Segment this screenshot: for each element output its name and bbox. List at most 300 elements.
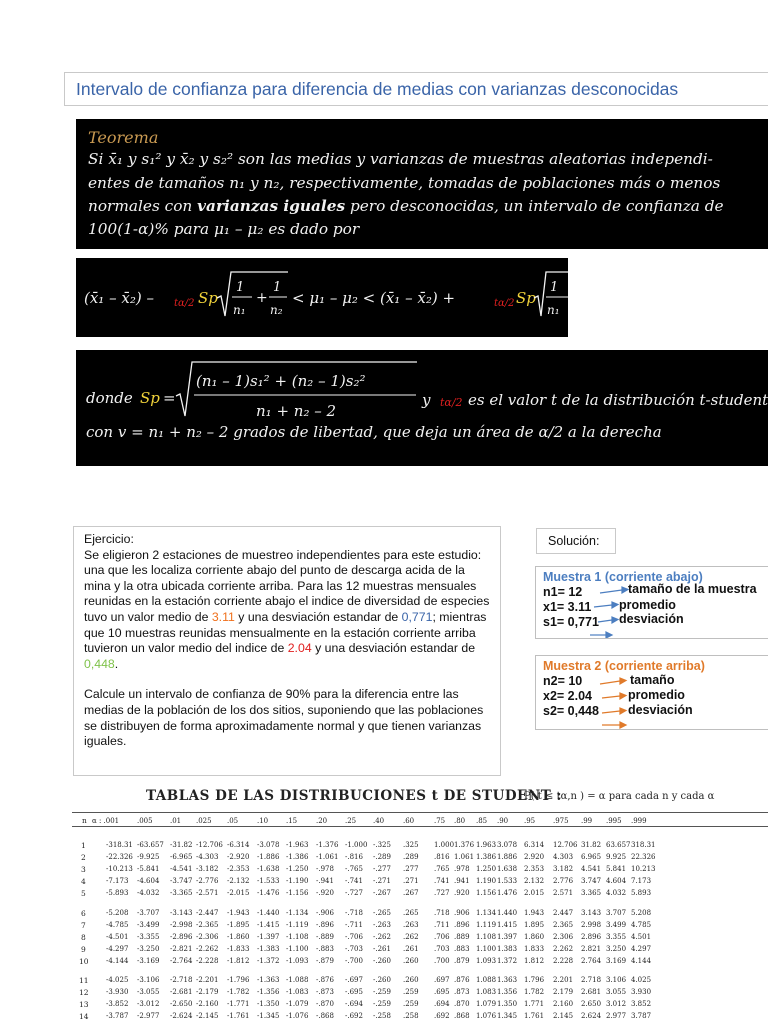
table-cell: 1.943 <box>524 908 545 917</box>
table-cell: 3.499 <box>606 920 627 929</box>
table-cell: 1.895 <box>524 920 545 929</box>
table-cell: .262 <box>403 932 419 941</box>
table-cell: -10.213 <box>106 865 133 874</box>
table-cell: -1.119 <box>286 920 309 929</box>
table-cell: -1.100 <box>286 944 309 953</box>
row-n-label: 8 <box>81 932 86 942</box>
table-cell: -2.262 <box>196 944 219 953</box>
table-cell: -1.076 <box>286 1012 309 1021</box>
formula-n2-a: n₂ <box>270 303 283 317</box>
table-header-rule <box>72 826 768 827</box>
table-cell: -1.079 <box>286 1000 309 1009</box>
alpha-header: .75 <box>434 817 446 825</box>
sample-2-sd: s2= 0,448 <box>543 704 599 718</box>
table-cell: 318.31 <box>631 841 656 849</box>
alpha-header: α : .001 <box>92 817 120 825</box>
table-cell: -9.925 <box>137 853 160 862</box>
table-cell: 1.088 <box>476 976 497 984</box>
t-description: es el valor t de la distribución t-student <box>468 391 768 409</box>
table-cell: 2.624 <box>581 1012 602 1021</box>
table-cell: .700 <box>434 956 450 965</box>
table-cell: -3.930 <box>106 988 129 997</box>
table-cell: 1.963 <box>476 841 497 849</box>
table-cell: .260 <box>403 976 419 984</box>
table-cell: .271 <box>403 877 419 886</box>
table-cell: 22.326 <box>631 853 656 862</box>
table-cell: -4.785 <box>106 920 129 929</box>
table-cell: -.695 <box>345 988 363 997</box>
sample-1-n-desc: tamaño de la muestra <box>628 582 757 596</box>
table-cell: -4.604 <box>137 877 160 886</box>
table-cell: -1.363 <box>257 976 280 984</box>
arrow-icon <box>602 696 620 698</box>
alpha-header: .40 <box>373 817 385 825</box>
table-cell: 1.134 <box>476 908 497 917</box>
table-cell: -5.841 <box>137 865 160 874</box>
table-cell: .718 <box>434 908 450 917</box>
row-n-label: 3 <box>81 865 86 875</box>
table-cell: 1.476 <box>497 889 518 898</box>
row-n-label: 2 <box>81 853 86 863</box>
table-cell: 63.657 <box>606 841 631 849</box>
table-cell: -.889 <box>316 932 334 941</box>
table-cell: -.906 <box>316 908 334 917</box>
alpha-header: .90 <box>497 817 509 825</box>
table-cell: -6.965 <box>170 853 193 862</box>
table-cell: -31.82 <box>170 841 193 849</box>
table-cell: -2.681 <box>170 988 193 997</box>
table-cell: 10.213 <box>631 865 656 874</box>
table-cell: 1.345 <box>497 1012 518 1021</box>
table-cell: 2.145 <box>553 1012 574 1021</box>
table-cell: -.978 <box>316 865 334 874</box>
table-cell: -3.078 <box>257 841 280 849</box>
table-cell: 1.061 <box>454 853 475 862</box>
table-cell: 1.383 <box>497 944 518 953</box>
table-cell: -1.761 <box>227 1012 250 1021</box>
exercise-label: Ejercicio: <box>84 532 134 546</box>
alpha-header: .99 <box>581 817 593 825</box>
table-cell: -.896 <box>316 920 334 929</box>
table-cell: 3.355 <box>606 932 627 941</box>
table-cell: -3.182 <box>196 865 219 874</box>
sample-2-n-desc: tamaño <box>630 673 675 687</box>
table-top-rule <box>72 812 768 813</box>
table-cell: 3.078 <box>497 841 518 849</box>
table-cell: 1.000 <box>434 841 455 849</box>
table-cell: .260 <box>403 956 419 965</box>
table-cell: -.883 <box>316 944 334 953</box>
table-cell: -2.821 <box>170 944 193 953</box>
row-n-label: 4 <box>81 877 86 887</box>
table-cell: 2.571 <box>553 889 574 898</box>
table-cell: .325 <box>403 841 419 849</box>
table-cell: -2.160 <box>196 1000 219 1009</box>
table-cell: .711 <box>434 920 450 929</box>
table-cell: -2.896 <box>170 932 193 941</box>
formula-sp-right: Sp <box>516 289 536 307</box>
table-cell: 2.201 <box>553 976 574 984</box>
table-cell: 5.208 <box>631 908 652 917</box>
table-cell: 1.119 <box>476 920 497 929</box>
table-cell: .265 <box>403 908 419 917</box>
table-cell: -2.132 <box>227 877 250 886</box>
table-cell: -1.796 <box>227 976 250 984</box>
table-cell: 1.372 <box>497 956 518 965</box>
t-alpha-symbol: tα/2 <box>440 396 463 409</box>
arrow-head-icon <box>612 602 618 608</box>
arrow-icon <box>594 605 612 607</box>
table-cell: 1.761 <box>524 1012 545 1021</box>
table-cell: .870 <box>454 1000 470 1009</box>
exercise-question: Calcule un intervalo de confianza de 90% para la diferencia entre las medias de la población de los dos sitios, suponiendo que las poblaciones se distribuyen de forma aproximadamente normal y que tienen varianzas iguales. <box>84 687 484 749</box>
theorem-heading: Teorema <box>88 128 159 147</box>
table-cell: .692 <box>434 1012 450 1021</box>
table-cell: -3.055 <box>137 988 160 997</box>
table-cell: .706 <box>434 932 450 941</box>
table-cell: 1.083 <box>476 988 497 997</box>
table-cell: -.692 <box>345 1012 363 1021</box>
sample-1-heading: Muestra 1 (corriente abajo) <box>543 570 703 584</box>
table-cell: 2.821 <box>581 944 602 953</box>
table-cell: -.727 <box>345 889 363 898</box>
table-cell: -1.083 <box>286 988 309 997</box>
table-cell: 3.930 <box>631 988 652 997</box>
table-cell: 1.533 <box>497 877 518 886</box>
table-cell: -1.345 <box>257 1012 280 1021</box>
table-cell: -1.440 <box>257 908 280 917</box>
table-cell: -1.533 <box>257 877 280 886</box>
table-cell: 1.093 <box>476 956 497 965</box>
table-cell: 3.143 <box>581 908 602 917</box>
table-cell: -1.350 <box>257 1000 280 1009</box>
exercise-text-3: ; mientras que 10 muestras reunidas mensualmente en la estación corriente arriba tuvieron un valor medio del indice de <box>84 609 487 656</box>
alpha-header: .975 <box>553 817 569 825</box>
table-cell: .277 <box>403 865 419 874</box>
table-cell: -.259 <box>373 1000 391 1009</box>
solution-label: Solución: <box>536 528 616 554</box>
table-cell: -1.356 <box>257 988 280 997</box>
table-cell: 1.386 <box>476 853 497 862</box>
table-cell: -.941 <box>316 877 334 886</box>
table-cell: -3.143 <box>170 908 193 917</box>
table-cell: -.876 <box>316 976 334 984</box>
table-cell: -1.895 <box>227 920 250 929</box>
table-cell: -22.326 <box>106 853 133 862</box>
arrow-head-icon <box>612 617 618 623</box>
table-cell: 3.365 <box>581 889 602 898</box>
table-cell: 2.365 <box>553 920 574 929</box>
alpha-header: .95 <box>524 817 536 825</box>
alpha-header: .15 <box>286 817 298 825</box>
table-cell: -.263 <box>373 920 391 929</box>
table-cell: 5.893 <box>631 889 652 898</box>
table-cell: -2.571 <box>196 889 219 898</box>
table-cell: -3.355 <box>137 932 160 941</box>
equals-sign: = <box>163 389 176 407</box>
t-distribution-table <box>72 812 768 1024</box>
table-cell: -.765 <box>345 865 363 874</box>
table-cell: .816 <box>434 853 450 862</box>
table-cell: -.703 <box>345 944 363 953</box>
table-cell: -12.706 <box>196 841 223 849</box>
table-cell: 2.977 <box>606 1012 627 1021</box>
table-cell: 1.415 <box>497 920 518 929</box>
row-n-label: 7 <box>81 920 86 930</box>
table-cell: -2.998 <box>170 920 193 929</box>
table-cell: -.265 <box>373 908 391 917</box>
mean-downstream: 3.11 <box>211 609 235 624</box>
pooled-numerator: (n₁ – 1)s₁² + (n₂ – 1)s₂² <box>196 372 366 390</box>
sd-downstream: 0,771 <box>401 609 433 624</box>
table-cell: -3.747 <box>170 877 193 886</box>
table-cell: -3.365 <box>170 889 193 898</box>
table-cell: .906 <box>454 908 470 917</box>
table-cell: .694 <box>434 1000 450 1009</box>
table-cell: -.816 <box>345 853 363 862</box>
table-cell: 1.356 <box>497 988 518 997</box>
table-cell: -4.297 <box>106 944 129 953</box>
table-cell: .889 <box>454 932 470 941</box>
table-cell: -.261 <box>373 944 391 953</box>
table-cell: -5.208 <box>106 908 129 917</box>
formula-t-right: tα/2 <box>494 298 515 309</box>
table-cell: .289 <box>403 853 419 862</box>
table-cell: -3.250 <box>137 944 160 953</box>
table-n-header: n <box>82 816 87 825</box>
sample-2-mean-desc: promedio <box>628 688 685 702</box>
table-cell: 4.303 <box>553 853 574 862</box>
table-cell: -1.383 <box>257 944 280 953</box>
table-cell: -318.31 <box>106 841 133 849</box>
table-cell: -1.833 <box>227 944 250 953</box>
table-cell: 4.541 <box>581 865 602 874</box>
table-cell: -1.093 <box>286 956 309 965</box>
formula-t-left: tα/2 <box>174 298 195 309</box>
row-n-label: 1 <box>81 841 86 850</box>
exercise-text-2: y una desviación estandar de <box>234 609 402 624</box>
table-cell: 2.160 <box>553 1000 574 1009</box>
table-cell: 2.353 <box>524 865 545 874</box>
table-cell: -.260 <box>373 976 391 984</box>
table-cell: -2.624 <box>170 1012 193 1021</box>
table-cell: 1.076 <box>476 1012 497 1021</box>
table-cell: .258 <box>403 1012 419 1021</box>
table-cell: 3.852 <box>631 1000 652 1009</box>
table-cell: -3.499 <box>137 920 160 929</box>
table-cell: -2.228 <box>196 956 219 965</box>
table-cell: -2.776 <box>196 877 219 886</box>
arrow-icon <box>602 711 620 713</box>
table-cell: -2.306 <box>196 932 219 941</box>
table-cell: -4.303 <box>196 853 219 862</box>
formula-one-b: 1 <box>273 280 282 295</box>
arrow-head-icon <box>622 587 628 593</box>
table-cell: .879 <box>454 956 470 965</box>
table-cell: 1.079 <box>476 1000 497 1009</box>
sample-1-arrows <box>536 567 768 639</box>
theorem-line-3-post: pero desconocidas, un intervalo de confianza de <box>345 197 724 215</box>
formula-n1-b: n₁ <box>547 303 560 317</box>
table-cell: -.870 <box>316 1000 334 1009</box>
table-cell: -1.860 <box>227 932 250 941</box>
sample-2-n: n2= 10 <box>543 674 583 688</box>
table-cell: -1.943 <box>227 908 250 917</box>
table-cell: -4.541 <box>170 865 193 874</box>
table-cell: 2.447 <box>553 908 574 917</box>
sd-upstream: 0,448 <box>84 656 115 671</box>
alpha-header: .025 <box>196 817 212 825</box>
table-cell: -2.718 <box>170 976 193 984</box>
table-cell: -1.134 <box>286 908 309 917</box>
sample-1-mean: x1= 3.11 <box>543 600 592 614</box>
table-cell: 1.350 <box>497 1000 518 1009</box>
theorem-line-4: 100(1-α)% para μ₁ – μ₂ es dado por <box>88 220 360 238</box>
table-cell: -.258 <box>373 1012 391 1021</box>
table-cell: -6.314 <box>227 841 250 849</box>
table-cell: .703 <box>434 944 450 953</box>
table-cell: -.260 <box>373 956 391 965</box>
table-cell: 4.297 <box>631 944 652 953</box>
alpha-header: .995 <box>606 817 622 825</box>
table-cell: 2.262 <box>553 944 574 953</box>
theorem-panel <box>76 119 768 249</box>
table-cell: -1.386 <box>286 853 309 862</box>
alpha-header: .25 <box>345 817 357 825</box>
table-cell: 1.190 <box>476 877 497 886</box>
table-cell: 1.440 <box>497 908 518 917</box>
t-table-title: TABLAS DE LAS DISTRIBUCIONES t DE STUDENT : <box>146 788 562 804</box>
sample-2-heading: Muestra 2 (corriente arriba) <box>543 659 705 673</box>
table-cell: -2.145 <box>196 1012 219 1021</box>
table-cell: .941 <box>454 877 470 886</box>
formula-one-c: 1 <box>550 280 559 295</box>
theorem-line-3 <box>88 197 724 215</box>
table-cell: 12.706 <box>553 841 578 849</box>
table-cell: -.706 <box>345 932 363 941</box>
row-n-label: 5 <box>81 889 86 899</box>
table-cell: 4.144 <box>631 956 652 965</box>
row-n-label: 14 <box>79 1012 89 1022</box>
table-cell: 1.771 <box>524 1000 545 1009</box>
table-cell: 2.179 <box>553 988 574 997</box>
table-cell: -.262 <box>373 932 391 941</box>
table-cell: .259 <box>403 1000 419 1009</box>
table-cell: 4.785 <box>631 920 652 929</box>
table-cell: 1.833 <box>524 944 545 953</box>
pooled-denominator: n₁ + n₂ – 2 <box>256 402 337 420</box>
table-cell: 2.650 <box>581 1000 602 1009</box>
row-n-label: 10 <box>79 956 89 966</box>
y-text: y <box>422 391 431 409</box>
table-cell: .896 <box>454 920 470 929</box>
table-cell: .263 <box>403 920 419 929</box>
table-cell: -2.447 <box>196 908 219 917</box>
row-n-label: 6 <box>81 908 86 918</box>
table-cell: -7.173 <box>106 877 129 886</box>
table-cell: .978 <box>454 865 470 874</box>
table-cell: -1.376 <box>316 841 339 849</box>
exercise-text-5: . <box>114 656 119 671</box>
sample-2-sd-desc: desviación <box>628 703 693 717</box>
table-cell: 3.169 <box>606 956 627 965</box>
table-cell: 31.82 <box>581 841 602 849</box>
table-cell: -3.106 <box>137 976 160 984</box>
theorem-bold-text: varianzas iguales <box>197 197 346 215</box>
sample-1-box <box>535 566 768 639</box>
table-cell: -.259 <box>373 988 391 997</box>
formula-lhs: (x̄₁ – x̄₂) – <box>84 289 154 307</box>
table-cell: 2.776 <box>553 877 574 886</box>
alpha-header: .01 <box>170 817 182 825</box>
alpha-header: .005 <box>137 817 153 825</box>
table-cell: -1.190 <box>286 877 309 886</box>
table-cell: 1.156 <box>476 889 497 898</box>
table-cell: -.325 <box>373 841 391 849</box>
table-cell: -63.657 <box>137 841 164 849</box>
exercise-statement <box>84 548 490 673</box>
table-cell: .765 <box>434 865 450 874</box>
arrow-head-icon <box>620 722 626 728</box>
table-cell: 3.787 <box>631 1012 652 1021</box>
table-cell: -1.156 <box>286 889 309 898</box>
table-cell: 2.920 <box>524 853 545 862</box>
table-cell: 4.025 <box>631 976 652 984</box>
arrow-head-icon <box>606 632 612 638</box>
table-cell: -2.764 <box>170 956 193 965</box>
pooled-sd-formula-panel <box>76 350 768 466</box>
table-cell: -2.353 <box>227 865 250 874</box>
table-cell: 2.015 <box>524 889 545 898</box>
slide-title: Intervalo de confianza para diferencia de medias con varianzas desconocidas <box>76 79 679 99</box>
table-cell: 1.860 <box>524 932 545 941</box>
table-cell: .873 <box>454 988 470 997</box>
table-cell: -2.179 <box>196 988 219 997</box>
alpha-header: .05 <box>227 817 239 825</box>
table-cell: -1.415 <box>257 920 280 929</box>
table-cell: -1.963 <box>286 841 309 849</box>
table-cell: -1.372 <box>257 956 280 965</box>
table-cell: -2.977 <box>137 1012 160 1021</box>
arrow-head-icon <box>620 693 626 699</box>
table-cell: -3.852 <box>106 1000 129 1009</box>
formula-one-a: 1 <box>236 280 245 295</box>
arrow-icon <box>598 620 612 622</box>
table-cell: -2.015 <box>227 889 250 898</box>
table-cell: -3.012 <box>137 1000 160 1009</box>
formula-middle: < μ₁ – μ₂ < (x̄₁ – x̄₂) + <box>292 289 456 307</box>
table-cell: 1.108 <box>476 932 497 941</box>
table-cell: -5.893 <box>106 889 129 898</box>
table-cell: -1.782 <box>227 988 250 997</box>
exercise-text-4: y una desviación estandar de <box>311 641 476 656</box>
alpha-header: .85 <box>476 817 488 825</box>
table-cell: -3.169 <box>137 956 160 965</box>
donde-text: donde <box>86 389 133 407</box>
table-cell: 1.250 <box>476 865 497 874</box>
table-cell: .267 <box>403 889 419 898</box>
table-cell: -4.025 <box>106 976 129 984</box>
table-cell: -1.250 <box>286 865 309 874</box>
row-n-label: 9 <box>81 944 86 954</box>
table-cell: -1.061 <box>316 853 339 862</box>
table-cell: -4.032 <box>137 889 160 898</box>
table-cell: -4.144 <box>106 956 129 965</box>
table-cell: -.700 <box>345 956 363 965</box>
table-cell: 3.182 <box>553 865 574 874</box>
table-cell: 2.764 <box>581 956 602 965</box>
sample-2-arrows <box>536 656 768 730</box>
